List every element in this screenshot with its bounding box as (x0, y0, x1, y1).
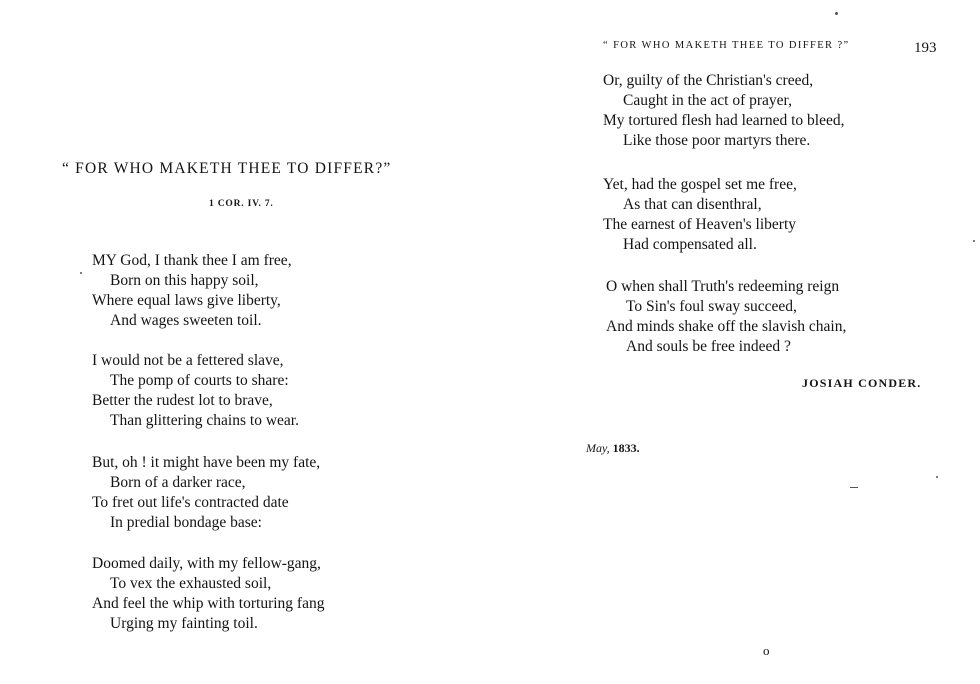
poem-line: The earnest of Heaven's liberty (603, 216, 797, 233)
poem-title: “ FOR WHO MAKETH THEE TO DIFFER?” (62, 160, 392, 177)
stanza-7 (606, 277, 846, 357)
poem-line: Better the rudest lot to brave, (92, 392, 273, 409)
poem-line: MY God, I thank thee I am free, (92, 252, 292, 269)
page-number: 193 (914, 40, 937, 56)
poem-line: And feel the whip with torturing fang (92, 595, 325, 612)
poem-line: Doomed daily, with my fellow-gang, (92, 555, 321, 572)
poem-line: My tortured flesh had learned to bleed, (603, 112, 845, 129)
poem-line: In predial bondage base: (110, 514, 262, 531)
poem-line: As that can disenthral, (623, 196, 762, 213)
poem-date (586, 441, 640, 456)
poem-line: To Sin's foul sway succeed, (626, 298, 797, 315)
paper-speck (835, 12, 838, 15)
poem-line: And minds shake off the slavish chain, (606, 318, 847, 335)
poem-line: Urging my fainting toil. (110, 615, 258, 632)
poem-line: And wages sweeten toil. (110, 312, 262, 329)
author-signature: JOSIAH CONDER. (802, 376, 922, 390)
running-head: “ FOR WHO MAKETH THEE TO DIFFER ?” (603, 40, 850, 51)
poem-line: Born on this happy soil, (110, 272, 259, 289)
poem-line: But, oh ! it might have been my fate, (92, 454, 321, 471)
poem-line: Than glittering chains to wear. (110, 412, 299, 429)
poem-line: Had compensated all. (623, 236, 757, 253)
paper-speck (850, 487, 858, 488)
poem-line: To vex the exhausted soil, (110, 575, 272, 592)
scripture-citation: 1 COR. IV. 7. (209, 199, 274, 209)
poem-line: Born of a darker race, (110, 474, 246, 491)
stanza-3 (92, 453, 320, 533)
poem-line: And souls be free indeed ? (626, 338, 791, 355)
poem-line: Caught in the act of prayer, (623, 92, 792, 109)
stanza-1 (92, 251, 292, 331)
date-month: May, (586, 441, 610, 455)
poem-line: To fret out life's contracted date (92, 494, 289, 511)
paper-speck (973, 240, 975, 242)
stanza-2 (92, 351, 299, 431)
stanza-4 (92, 554, 324, 634)
poem-line: Yet, had the gospel set me free, (603, 176, 797, 193)
date-year: 1833. (612, 441, 640, 455)
poem-line: I would not be a fettered slave, (92, 352, 284, 369)
paper-speck (80, 272, 82, 274)
poem-line: Like those poor martyrs there. (623, 132, 811, 149)
folio-mark: o (763, 643, 770, 658)
stanza-5 (603, 71, 844, 151)
poem-line: The pomp of courts to share: (110, 372, 289, 389)
stanza-6 (603, 175, 797, 255)
poem-line: Or, guilty of the Christian's creed, (603, 72, 814, 89)
paper-speck (936, 476, 938, 478)
poem-line: Where equal laws give liberty, (92, 292, 281, 309)
right-page (490, 0, 980, 684)
poem-line: O when shall Truth's redeeming reign (606, 278, 840, 295)
